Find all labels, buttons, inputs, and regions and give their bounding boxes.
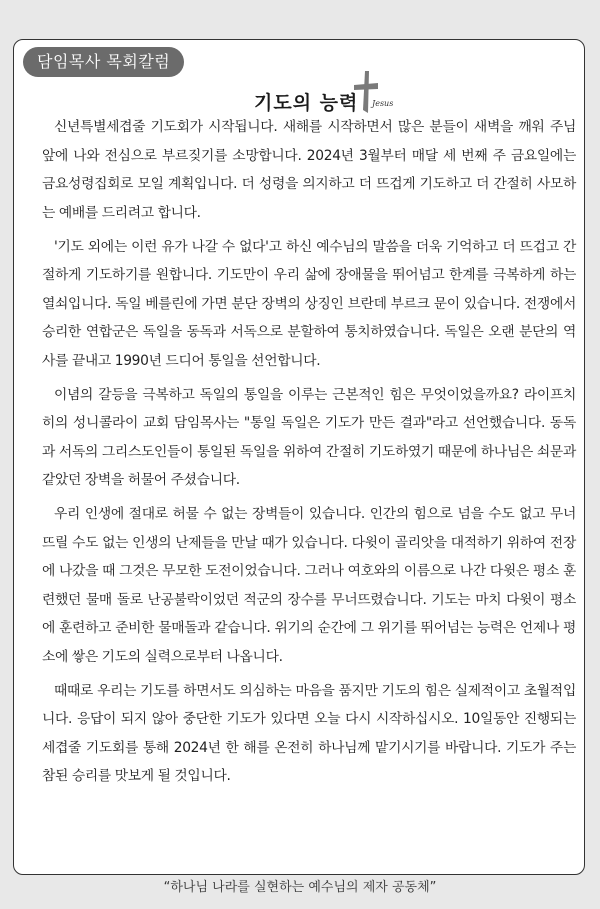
paragraph: '기도 외에는 이런 유가 나갈 수 없다'고 하신 예수님의 말씀을 더욱 기억하고 더 뜨겁고 간절하게 기도하기를 원합니다. 기도만이 우리 삶에 장애물을 뛰어넘고 한계를 극복하게 하는 열쇠입니다. 독일 베를린에 가면 분단 장벽의 상징인 브란데 부르크 문이 있습니다. 전쟁에서 승리한 연합군은 독일을 동독과 서독으로 분할하여 통치하였습니다. 독일은 오랜 분단의 역사를 끝내고 1990년 드디어 통일을 선언합니다. [42,238,576,369]
cross-horizontal-stroke [354,83,378,90]
column-body [42,113,576,796]
paragraph: 신년특별세겹줄 기도회가 시작됩니다. 새해를 시작하면서 많은 분들이 새벽을 깨워 주님 앞에 나와 전심으로 부르짖기를 소망합니다. 2024년 3월부터 매달 세 번째 주 금요일에는 금요성령집회로 모일 계획입니다. 더 성령을 의지하고 더 뜨겁게 기도하고 더 간절히 사모하는 예배를 드리려고 합니다. [42,119,576,221]
cross-vertical-stroke [363,71,369,113]
jesus-mark: Jesus [372,99,394,108]
column-label: 담임목사 목회칼럼 [23,47,184,77]
title-area [0,66,600,116]
paragraph: 우리 인생에 절대로 허물 수 없는 장벽들이 있습니다. 인간의 힘으로 넘을 수도 없고 무너뜨릴 수도 없는 인생의 난제들을 만날 때가 있습니다. 다윗이 골리앗을 대적하기 위하여 전장에 나갔을 때 그것은 무모한 도전이었습니다. 그러나 여호와의 이름으로 나간 다윗은 평소 훈련했던 물매 돌로 난공불락이었던 적군의 장수를 무너뜨렸습니다. 기도는 마치 다윗이 평소에 훈련하고 준비한 물매돌과 같습니다. 위기의 순간에 그 위기를 뛰어넘는 능력은 언제나 평소에 쌓은 기도의 실력으로부터 나옵니다. [42,506,576,665]
paragraph: 때때로 우리는 기도를 하면서도 의심하는 마음을 품지만 기도의 힘은 실제적이고 초월적입니다. 응답이 되지 않아 중단한 기도가 있다면 오늘 다시 시작하십시오. 10일동안 진행되는 세겹줄 기도회를 통해 2024년 한 해를 온전히 하나님께 맡기시기를 바랍니다. 기도가 주는 참된 승리를 맛보게 될 것입니다. [42,682,576,784]
paragraph: 이념의 갈등을 극복하고 독일의 통일을 이루는 근본적인 힘은 무엇이었을까요? 라이프치히의 성니콜라이 교회 담임목사는 "통일 독일은 기도가 만든 결과"라고 선언했습니다. 동독과 서독의 그리스도인들이 통일된 독일을 위하여 간절히 기도하였기 때문에 하나님은 쇠문과 같았던 장벽을 허물어 주셨습니다. [42,386,576,488]
column-title: 기도의 능력 [254,92,359,114]
footer-motto: “하나님 나라를 실현하는 예수님의 제자 공동체” [163,880,437,895]
